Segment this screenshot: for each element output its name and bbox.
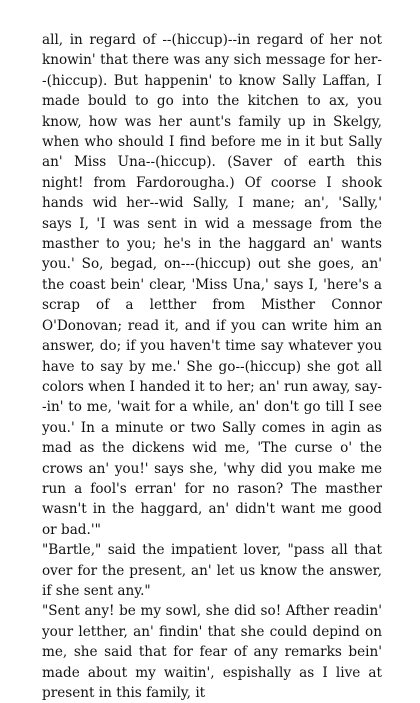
paragraph-2: "Bartle," said the impatient lover, "pass all that over for the present, an' let us know the answer, if she sent any.": [42, 542, 382, 599]
document-page: [42, 30, 382, 703]
paragraph-3: "Sent any! be my sowl, she did so! Afther readin' your letther, an' findin' that she could depind on me, she said that for fear of any remarks bein' made about my waitin', espishally as I live at present in this family, it: [42, 603, 382, 701]
paragraph-1: all, in regard of --(hiccup)--in regard of her not knowin' that there was any sich message for her--(hiccup). But happenin' to know Sally Laffan, I made bould to go into the kitchen to ax, you know, how was her aunt's family up in Skelgy, when who should I find before me in it but Sally an' Miss Una--(hiccup). (Saver of earth this night! from Fardorougha.) Of coorse I shook hands wid her--wid Sally, I mane; an', 'Sally,' says I, 'I was sent in wid a message from the masther to you; he's in the haggard an' wants you.' So, begad, on---(hiccup) out she goes, an' the coast bein' clear, 'Miss Una,' says I, 'here's a scrap of a letther from Misther Connor O'Donovan; read it, and if you can write him an answer, do; if you haven't time say whatever you have to say by me.' She go--(hiccup) she got all colors when I handed it to her; an' run away, say--in' to me, 'wait for a while, an' don't go till I see you.' In a minute or two Sally comes in agin as mad as the dickens wid me, 'The curse o' the crows an' you!' says she, 'why did you make me run a fool's erran' for no rason? The masther wasn't in the haggard, an' didn't want me good or bad.'": [42, 32, 382, 538]
